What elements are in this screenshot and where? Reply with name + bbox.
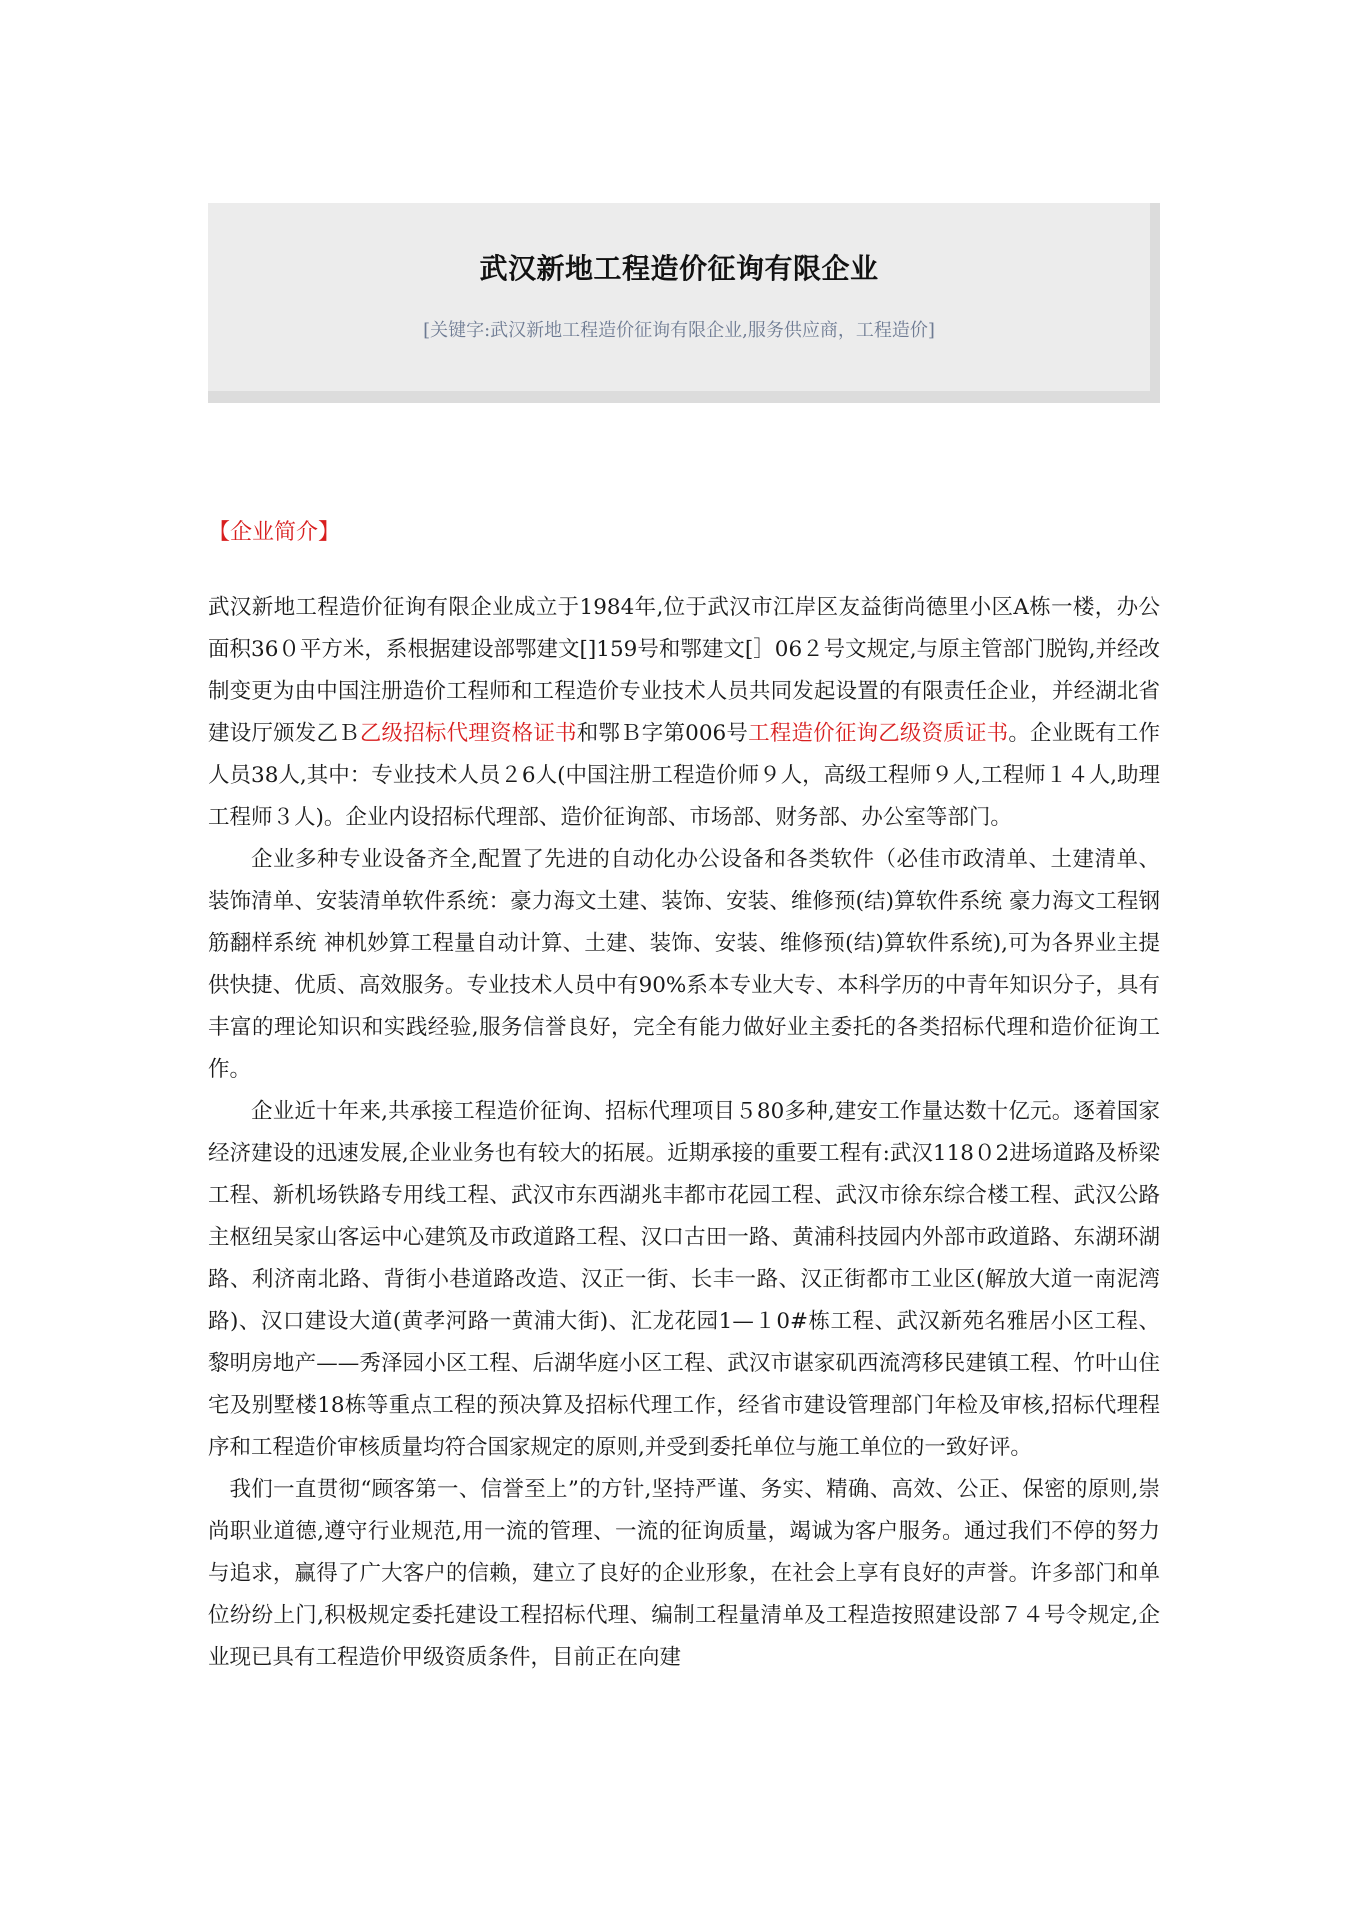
paragraph-4: 我们一直贯彻“顾客第一、信誉至上”的方针,坚持严谨、务实、精确、高效、公正、保密的原则,崇尚职业道德,遵守行业规范,用一流的管理、一流的征询质量，竭诚为客户服务。通过我们不停的努力与追求，赢得了广大客户的信赖，建立了良好的企业形象，在社会上享有良好的声誉。许多部门和单位纷纷上门,积极规定委托建设工程招标代理、编制工程量清单及工程造按照建设部７４号令规定,企业现已具有工程造价甲级资质条件，目前正在向建 [208, 1477, 1160, 1670]
title-banner [208, 203, 1160, 403]
paragraph-1-text-b: 和鄂Ｂ字第006号 [576, 721, 749, 746]
keywords-line: [关键字:武汉新地工程造价征询有限企业,服务供应商，工程造价] [423, 320, 935, 341]
cost-consulting-certificate-link[interactable]: 工程造价征询乙级资质证书 [748, 721, 1009, 746]
paragraph-2: 企业多种专业设备齐全,配置了先进的自动化办公设备和各类软件（必佳市政清单、土建清单、装饰清单、安装清单软件系统：豪力海文土建、装饰、安装、维修预(结)算软件系统 豪力海文工程钢筋翻样系统 神机妙算工程量自动计算、土建、装饰、安装、维修预(结)算软件系统),可为各界业主提供快捷、优质、高效服务。专业技术人员中有90%系本专业大专、本科学历的中青年知识分子，具有丰富的理论知识和实践经验,服务信誉良好，完全有能力做好业主委托的各类招标代理和造价征询工作。 [208, 847, 1160, 1082]
paragraph-1-text-c: 。企业既有工作人员38人,其中：专业技术人员２6人(中国注册工程造价师９人，高级工程师９人,工程师１４人,助理工程师３人)。企业内设招标代理部、造价征询部、市场部、财务部、办公室等部门。 [208, 721, 1160, 830]
article-body [208, 587, 1160, 1679]
paragraph-3: 企业近十年来,共承接工程造价征询、招标代理项目５80多种,建安工作量达数十亿元。逐着国家经济建设的迅速发展,企业业务也有较大的拓展。近期承接的重要工程有:武汉118０2进场道路及桥梁工程、新机场铁路专用线工程、武汉市东西湖兆丰都市花园工程、武汉市徐东综合楼工程、武汉公路主枢纽吴家山客运中心建筑及市政道路工程、汉口古田一路、黄浦科技园内外部市政道路、东湖环湖路、利济南北路、背街小巷道路改造、汉正一街、长丰一路、汉正街都市工业区(解放大道一南泥湾路)、汉口建设大道(黄孝河路一黄浦大街)、汇龙花园1—１0#栋工程、武汉新苑名雅居小区工程、黎明房地产——秀泽园小区工程、后湖华庭小区工程、武汉市谌家矶西流湾移民建镇工程、竹叶山住宅及别墅楼18栋等重点工程的预决算及招标代理工作，经省市建设管理部门年检及审核,招标代理程序和工程造价审核质量均符合国家规定的原则,并受到委托单位与施工单位的一致好评。 [208, 1099, 1160, 1460]
section-heading-company-intro: 【企业简介】 [208, 520, 341, 545]
paragraph-1-text-a: 武汉新地工程造价征询有限企业成立于1984年,位于武汉市江岸区友益街尚德里小区A栋一楼，办公面积36０平方米，系根据建设部鄂建文[]159号和鄂建文[］06２号文规定,与原主管部门脱钩,并经改制变更为由中国注册造价工程师和工程造价专业技术人员共同发起设置的有限责任企业，并经湖北省建设厅颁发乙Ｂ [208, 595, 1160, 746]
page-title: 武汉新地工程造价征询有限企业 [479, 252, 879, 285]
bidding-agency-certificate-link[interactable]: 乙级招标代理资格证书 [359, 721, 577, 746]
paragraph-1 [208, 587, 1160, 839]
